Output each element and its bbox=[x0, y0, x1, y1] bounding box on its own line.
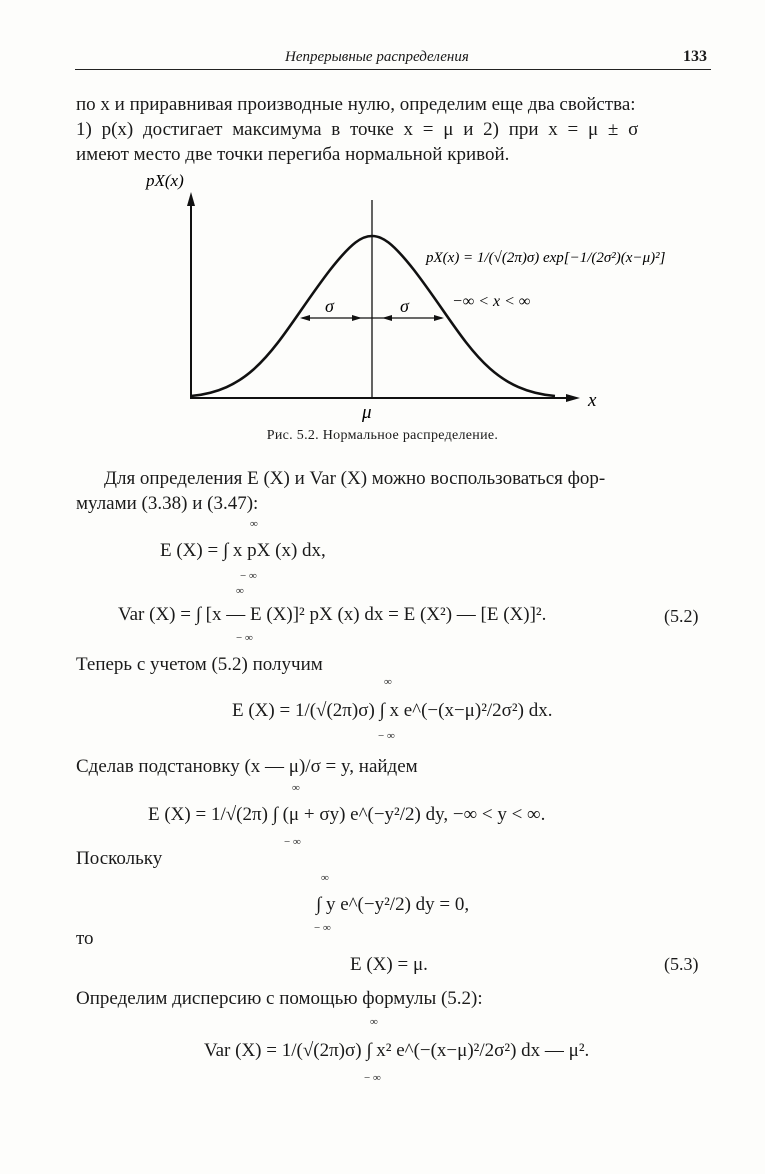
x-axis-label: x bbox=[588, 390, 597, 411]
arrow-mid-left-icon bbox=[352, 315, 362, 321]
intro-line-3: имеют место две точки перегиба нормальной кривой. bbox=[76, 144, 510, 165]
equation-7: Var (X) = 1/(√(2π)σ) ∫ x² e^(−(x−μ)²/2σ²) dx — μ². bbox=[204, 1040, 590, 1061]
eq3-upper-limit: ∞ bbox=[384, 676, 392, 688]
sigma-left-label: σ bbox=[325, 296, 334, 316]
paragraph-5: то bbox=[76, 928, 94, 949]
equation-2-number: (5.2) bbox=[664, 606, 699, 626]
equation-3: E (X) = 1/(√(2π)σ) ∫ x e^(−(x−μ)²/2σ²) dx. bbox=[232, 700, 553, 721]
eq3-lower-limit: − ∞ bbox=[378, 730, 395, 742]
arrow-left-icon bbox=[300, 315, 310, 321]
y-axis-arrow-icon bbox=[187, 192, 195, 206]
equation-4: E (X) = 1/√(2π) ∫ (μ + σy) e^(−y²/2) dy, −∞ < y < ∞. bbox=[148, 804, 546, 825]
eq4-upper-limit: ∞ bbox=[292, 782, 300, 794]
eq5-upper-limit: ∞ bbox=[321, 872, 329, 884]
domain-range: −∞ < x < ∞ bbox=[452, 293, 531, 310]
equation-6-number: (5.3) bbox=[664, 954, 699, 974]
mu-label: μ bbox=[362, 402, 372, 423]
eq7-upper-limit: ∞ bbox=[370, 1016, 378, 1028]
paragraph-4: Поскольку bbox=[76, 848, 163, 869]
running-header: Непрерывные распределения bbox=[285, 49, 469, 65]
eq2-lower-limit: − ∞ bbox=[236, 632, 253, 644]
equation-1: E (X) = ∫ x pX (x) dx, bbox=[160, 540, 326, 561]
intro-paragraph bbox=[76, 92, 712, 167]
intro-line-2: 1) p(x) достигает максимума в точке x = μ и 2) при x = μ ± σ bbox=[76, 119, 639, 140]
paragraph-1-line-2: мулами (3.38) и (3.47): bbox=[76, 493, 259, 514]
eq1-lower-limit: − ∞ bbox=[240, 570, 257, 582]
equation-6: E (X) = μ. bbox=[350, 954, 428, 975]
eq2-upper-limit: ∞ bbox=[236, 585, 244, 597]
equation-5: ∫ y e^(−y²/2) dy = 0, bbox=[316, 894, 470, 915]
intro-line-1: по x и приравнивая производные нулю, определим еще два свойства: bbox=[76, 94, 636, 115]
arrow-mid-right-icon bbox=[382, 315, 392, 321]
figure-caption: Рис. 5.2. Нормальное распределение. bbox=[266, 428, 499, 443]
normal-distribution-figure bbox=[0, 160, 765, 425]
eq1-upper-limit: ∞ bbox=[250, 518, 258, 530]
paragraph-6: Определим дисперсию с помощью формулы (5.2): bbox=[76, 988, 483, 1009]
x-axis-arrow-icon bbox=[566, 394, 580, 402]
equation-2: Var (X) = ∫ [x — E (X)]² pX (x) dx = E (X²) — [E (X)]². bbox=[118, 604, 547, 625]
y-axis-label: pX(x) bbox=[146, 171, 184, 190]
page-number: 133 bbox=[683, 48, 707, 65]
eq4-lower-limit: − ∞ bbox=[284, 836, 301, 848]
paragraph-1 bbox=[76, 466, 712, 516]
density-formula: pX(x) = 1/(√(2π)σ) exp[−1/(2σ²)(x−μ)²] bbox=[426, 250, 666, 266]
paragraph-3: Сделав подстановку (x — μ)/σ = y, найдем bbox=[76, 756, 418, 777]
sigma-right-label: σ bbox=[400, 296, 409, 316]
paragraph-2: Теперь с учетом (5.2) получим bbox=[76, 654, 323, 675]
header-rule bbox=[75, 69, 711, 70]
arrow-right-icon bbox=[434, 315, 444, 321]
eq7-lower-limit: − ∞ bbox=[364, 1072, 381, 1084]
paragraph-1-line-1: Для определения E (X) и Var (X) можно воспользоваться фор- bbox=[104, 468, 606, 489]
eq5-lower-limit: − ∞ bbox=[314, 922, 331, 934]
